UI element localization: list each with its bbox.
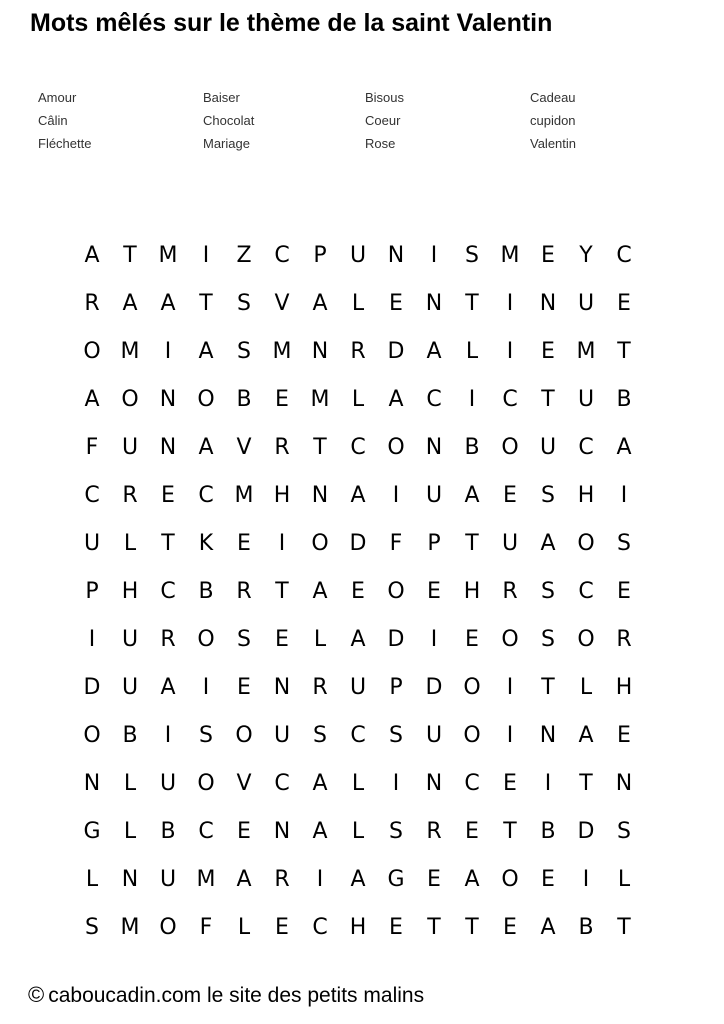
grid-letter: I <box>202 243 210 268</box>
grid-letter: P <box>85 579 99 604</box>
grid-letter: L <box>351 387 365 412</box>
grid-letter: T <box>465 531 479 556</box>
grid-letter: S <box>541 483 555 508</box>
grid-letter: H <box>273 483 291 508</box>
grid-letter: R <box>274 435 290 460</box>
grid-letter: E <box>389 915 403 940</box>
grid-letter: L <box>123 531 137 556</box>
grid-letter: N <box>83 771 101 796</box>
grid-letter: S <box>465 243 479 268</box>
grid-letter: C <box>426 387 442 412</box>
grid-letter: E <box>617 723 631 748</box>
grid-letter: M <box>158 243 178 268</box>
grid-letter: O <box>83 339 101 364</box>
grid-letter: D <box>83 675 101 700</box>
grid-letter: C <box>350 723 366 748</box>
grid-letter: O <box>121 387 139 412</box>
grid-letter: N <box>273 675 291 700</box>
grid-letter: E <box>465 627 479 652</box>
grid-letter: A <box>464 867 480 892</box>
grid-letter: E <box>503 915 517 940</box>
grid-letter: T <box>465 291 479 316</box>
grid-letter: S <box>313 723 327 748</box>
grid-letter: N <box>159 435 177 460</box>
grid-letter: M <box>120 339 140 364</box>
footer-text: caboucadin.com le site des petits malins <box>48 984 425 1007</box>
grid-letter: O <box>197 771 215 796</box>
word-item: Fléchette <box>38 136 92 151</box>
grid-letter: C <box>350 435 366 460</box>
grid-letter: M <box>310 387 330 412</box>
grid-letter: S <box>617 531 631 556</box>
grid-letter: N <box>121 867 139 892</box>
grid-letter: N <box>615 771 633 796</box>
grid-letter: R <box>84 291 100 316</box>
grid-letter: I <box>506 723 514 748</box>
grid-letter: E <box>351 579 365 604</box>
grid-letter: O <box>197 387 215 412</box>
grid-letter: E <box>503 483 517 508</box>
word-item: Bisous <box>365 90 405 105</box>
grid-letter: T <box>427 915 441 940</box>
word-item: Cadeau <box>530 90 576 105</box>
grid-letter: I <box>430 243 438 268</box>
grid-letter: Y <box>579 243 593 268</box>
grid-letter: B <box>578 915 594 940</box>
grid-letter: E <box>541 339 555 364</box>
grid-letter: V <box>274 291 290 316</box>
footer <box>28 980 424 1011</box>
grid-letter: B <box>464 435 480 460</box>
grid-letter: S <box>617 819 631 844</box>
grid-letter: V <box>236 771 252 796</box>
grid-letter: B <box>236 387 252 412</box>
grid-letter: T <box>275 579 289 604</box>
grid-letter: N <box>273 819 291 844</box>
grid-letter: E <box>275 915 289 940</box>
grid-letter: E <box>275 387 289 412</box>
grid-letter: P <box>389 675 403 700</box>
grid-letter: A <box>540 531 556 556</box>
grid-letter: G <box>387 867 405 892</box>
grid-letter: H <box>463 579 481 604</box>
grid-letter: D <box>349 531 367 556</box>
grid-letter: E <box>541 867 555 892</box>
grid-letter: T <box>579 771 593 796</box>
grid-letter: H <box>615 675 633 700</box>
grid-letter: F <box>199 915 213 940</box>
grid-letter: U <box>577 387 595 412</box>
grid-letter: O <box>501 627 519 652</box>
grid-letter: O <box>83 723 101 748</box>
grid-letter: E <box>427 579 441 604</box>
word-item: Coeur <box>365 113 401 128</box>
word-column <box>530 86 576 155</box>
grid-letter: E <box>161 483 175 508</box>
grid-letter: S <box>85 915 99 940</box>
grid-letter: A <box>578 723 594 748</box>
grid-letter: R <box>616 627 632 652</box>
word-item: Baiser <box>203 90 240 105</box>
grid-letter: H <box>349 915 367 940</box>
grid-letter: U <box>577 291 595 316</box>
grid-letter: T <box>161 531 175 556</box>
grid-letter: E <box>617 291 631 316</box>
grid-letter: R <box>502 579 518 604</box>
grid-letter: O <box>197 627 215 652</box>
grid-letter: I <box>582 867 590 892</box>
grid-letter: B <box>616 387 632 412</box>
grid-row <box>73 472 643 520</box>
grid-letter: A <box>350 483 366 508</box>
grid-letter: U <box>425 483 443 508</box>
grid-letter: D <box>387 627 405 652</box>
grid-letter: R <box>350 339 366 364</box>
grid-letter: S <box>389 723 403 748</box>
grid-letter: S <box>237 291 251 316</box>
grid-letter: U <box>159 867 177 892</box>
grid-letter: S <box>389 819 403 844</box>
word-item: cupidon <box>530 113 576 128</box>
grid-letter: C <box>616 243 632 268</box>
grid-letter: U <box>349 675 367 700</box>
page-title: Mots mêlés sur le thème de la saint Valentin <box>30 9 553 37</box>
grid-letter: I <box>506 675 514 700</box>
grid-letter: I <box>164 723 172 748</box>
grid-row <box>73 760 643 808</box>
grid-letter: S <box>237 339 251 364</box>
word-item: Câlin <box>38 113 68 128</box>
grid-letter: L <box>579 675 593 700</box>
grid-letter: L <box>351 291 365 316</box>
grid-letter: A <box>160 675 176 700</box>
grid-letter: U <box>425 723 443 748</box>
word-item: Amour <box>38 90 77 105</box>
grid-letter: L <box>465 339 479 364</box>
grid-letter: T <box>541 675 555 700</box>
grid-letter: I <box>278 531 286 556</box>
grid-letter: A <box>312 819 328 844</box>
grid-letter: A <box>464 483 480 508</box>
grid-letter: K <box>198 531 214 556</box>
grid-row <box>73 328 643 376</box>
grid-letter: M <box>500 243 520 268</box>
grid-row <box>73 808 643 856</box>
grid-letter: V <box>236 435 252 460</box>
grid-letter: T <box>503 819 517 844</box>
grid-row <box>73 280 643 328</box>
grid-letter: B <box>198 579 214 604</box>
grid-letter: B <box>122 723 138 748</box>
grid-letter: I <box>430 627 438 652</box>
grid-letter: A <box>312 579 328 604</box>
grid-letter: O <box>577 627 595 652</box>
grid-row <box>73 568 643 616</box>
grid-letter: B <box>540 819 556 844</box>
grid-letter: I <box>468 387 476 412</box>
grid-letter: A <box>198 339 214 364</box>
grid-letter: C <box>578 579 594 604</box>
grid-row <box>73 664 643 712</box>
grid-letter: C <box>160 579 176 604</box>
grid-letter: N <box>387 243 405 268</box>
grid-letter: N <box>425 291 443 316</box>
copyright-icon: © <box>28 982 45 1007</box>
grid-letter: R <box>122 483 138 508</box>
grid-letter: A <box>350 867 366 892</box>
grid-letter: U <box>83 531 101 556</box>
grid-letter: L <box>123 819 137 844</box>
grid-letter: A <box>84 243 100 268</box>
grid-letter: A <box>236 867 252 892</box>
grid-letter: H <box>577 483 595 508</box>
grid-letter: C <box>312 915 328 940</box>
grid-letter: U <box>121 675 139 700</box>
grid-letter: C <box>198 819 214 844</box>
grid-letter: H <box>121 579 139 604</box>
grid-letter: P <box>427 531 441 556</box>
grid-letter: O <box>311 531 329 556</box>
grid-letter: U <box>501 531 519 556</box>
grid-letter: I <box>316 867 324 892</box>
grid-letter: E <box>465 819 479 844</box>
grid-letter: C <box>198 483 214 508</box>
word-item: Valentin <box>530 136 577 151</box>
grid-row <box>73 616 643 664</box>
grid-letter: A <box>616 435 632 460</box>
grid-letter: A <box>312 291 328 316</box>
grid-row <box>73 520 643 568</box>
grid-letter: T <box>199 291 213 316</box>
grid-row <box>73 424 643 472</box>
grid-letter: M <box>576 339 596 364</box>
grid-letter: N <box>425 435 443 460</box>
grid-letter: E <box>427 867 441 892</box>
grid-letter: R <box>312 675 328 700</box>
grid-letter: L <box>85 867 99 892</box>
grid-letter: Z <box>236 243 252 268</box>
grid-letter: E <box>237 819 251 844</box>
grid-letter: U <box>121 435 139 460</box>
word-item: Chocolat <box>203 113 255 128</box>
grid-letter: N <box>539 291 557 316</box>
grid-letter: M <box>120 915 140 940</box>
grid-letter: A <box>350 627 366 652</box>
grid-letter: R <box>426 819 442 844</box>
grid-letter: N <box>311 339 329 364</box>
grid-letter: O <box>463 723 481 748</box>
word-column <box>38 86 91 155</box>
grid-letter: P <box>313 243 327 268</box>
grid-letter: U <box>539 435 557 460</box>
grid-letter: M <box>196 867 216 892</box>
grid-letter: O <box>387 435 405 460</box>
grid-letter: O <box>463 675 481 700</box>
grid-letter: R <box>274 867 290 892</box>
word-item: Rose <box>365 136 396 151</box>
grid-letter: N <box>539 723 557 748</box>
grid-letter: A <box>540 915 556 940</box>
grid-letter: O <box>501 435 519 460</box>
grid-letter: N <box>311 483 329 508</box>
grid-letter: L <box>313 627 327 652</box>
grid-letter: E <box>503 771 517 796</box>
grid-letter: A <box>426 339 442 364</box>
grid-letter: M <box>234 483 254 508</box>
grid-letter: U <box>121 627 139 652</box>
grid-letter: R <box>236 579 252 604</box>
grid-letter: A <box>312 771 328 796</box>
grid-letter: O <box>501 867 519 892</box>
grid-letter: S <box>237 627 251 652</box>
grid-letter: C <box>578 435 594 460</box>
grid-letter: L <box>617 867 631 892</box>
grid-letter: C <box>84 483 100 508</box>
grid-letter: B <box>160 819 176 844</box>
grid-letter: I <box>620 483 628 508</box>
grid-letter: I <box>88 627 96 652</box>
grid-row <box>73 712 643 760</box>
grid-letter: L <box>237 915 251 940</box>
grid-letter: U <box>159 771 177 796</box>
grid-letter: C <box>274 243 290 268</box>
grid-letter: E <box>237 531 251 556</box>
grid-letter: L <box>351 771 365 796</box>
grid-letter: O <box>235 723 253 748</box>
grid-letter: T <box>541 387 555 412</box>
grid-row <box>73 376 643 424</box>
grid-letter: A <box>160 291 176 316</box>
grid-letter: D <box>387 339 405 364</box>
word-column <box>203 86 254 155</box>
grid-letter: I <box>164 339 172 364</box>
grid-letter: I <box>392 483 400 508</box>
grid-row <box>73 904 643 952</box>
grid-letter: F <box>389 531 403 556</box>
grid-letter: E <box>617 579 631 604</box>
grid-letter: T <box>617 339 631 364</box>
grid-letter: C <box>502 387 518 412</box>
grid-letter: L <box>351 819 365 844</box>
word-item: Mariage <box>203 136 250 151</box>
grid-letter: O <box>159 915 177 940</box>
word-list <box>38 86 678 158</box>
grid-letter: I <box>202 675 210 700</box>
grid-letter: M <box>272 339 292 364</box>
grid-letter: T <box>123 243 137 268</box>
grid-letter: T <box>617 915 631 940</box>
grid-row <box>73 232 643 280</box>
grid-letter: I <box>506 339 514 364</box>
grid-letter: E <box>389 291 403 316</box>
grid-letter: O <box>387 579 405 604</box>
grid-letter: A <box>388 387 404 412</box>
grid-letter: E <box>275 627 289 652</box>
grid-letter: F <box>85 435 99 460</box>
grid-letter: U <box>273 723 291 748</box>
grid-letter: A <box>198 435 214 460</box>
grid-letter: N <box>159 387 177 412</box>
grid-letter: R <box>160 627 176 652</box>
grid-letter: C <box>274 771 290 796</box>
word-column <box>365 86 404 155</box>
grid-letter: A <box>84 387 100 412</box>
grid-letter: S <box>199 723 213 748</box>
grid-row <box>73 856 643 904</box>
grid-letter: S <box>541 627 555 652</box>
grid-letter: D <box>577 819 595 844</box>
grid-letter: D <box>425 675 443 700</box>
grid-letter: T <box>313 435 327 460</box>
grid-letter: C <box>464 771 480 796</box>
word-search-grid <box>73 232 643 952</box>
grid-letter: E <box>237 675 251 700</box>
grid-letter: U <box>349 243 367 268</box>
grid-letter: N <box>425 771 443 796</box>
grid-letter: O <box>577 531 595 556</box>
grid-letter: G <box>83 819 101 844</box>
grid-letter: S <box>541 579 555 604</box>
grid-letter: I <box>506 291 514 316</box>
grid-letter: I <box>392 771 400 796</box>
grid-letter: T <box>465 915 479 940</box>
grid-letter: I <box>544 771 552 796</box>
grid-letter: E <box>541 243 555 268</box>
grid-letter: A <box>122 291 138 316</box>
grid-letter: L <box>123 771 137 796</box>
